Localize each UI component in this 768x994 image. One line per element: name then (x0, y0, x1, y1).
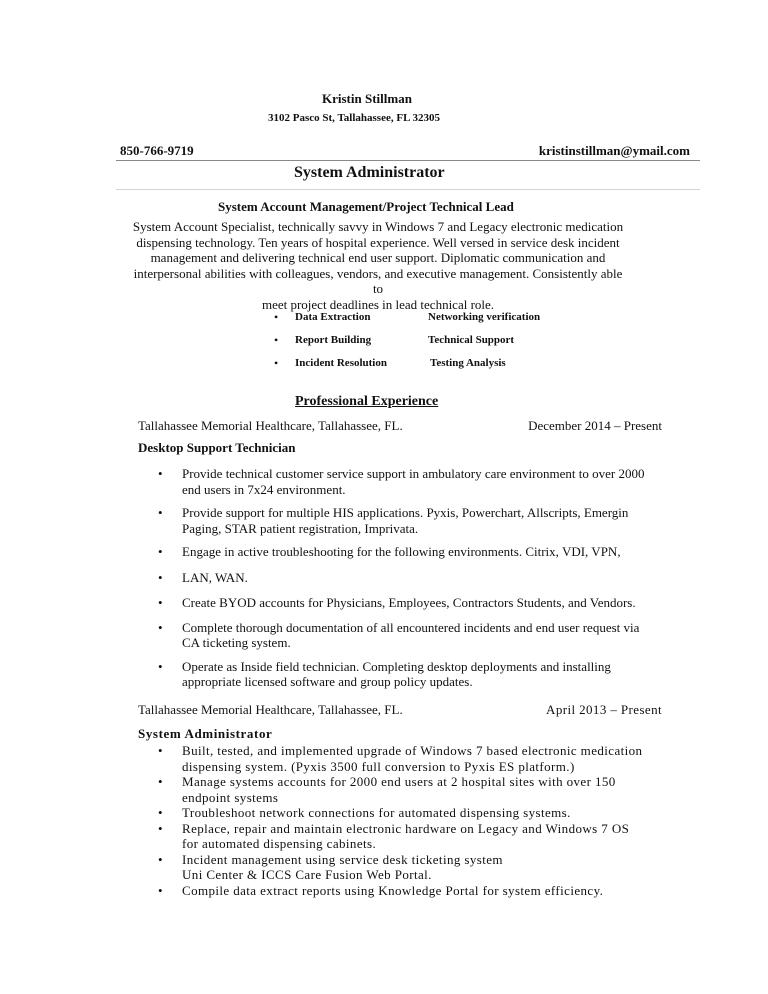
bullet: • (274, 333, 279, 347)
resume-email: kristinstillman@ymail.com (538, 143, 690, 158)
job-role: Desktop Support Technician (138, 440, 296, 455)
job-duties-list (138, 466, 678, 690)
job-employer: Tallahassee Memorial Healthcare, Tallahassee, FL. (138, 418, 403, 433)
duty-item: • Incident management using service desk ticketing system Uni Center & ICCS Care Fusion Web Portal. (158, 851, 503, 882)
duty-item: • Engage in active troubleshooting for the following environments. Citrix, VDI, VPN, (158, 544, 621, 559)
summary-line: management and delivering technical end user support. Diplomatic communication and (150, 250, 606, 265)
job-duties-list (138, 743, 698, 898)
job-dates: April 2013 – Present (546, 702, 662, 717)
title-divider (116, 189, 700, 190)
skill-item: Data Extraction (295, 311, 371, 323)
skill-item: Testing Analysis (430, 357, 506, 369)
duty-item: • Provide support for multiple HIS applications. Pyxis, Powerchart, Allscripts, Emergin Paging, STAR patient registration, Imprivata. (158, 505, 629, 536)
duty-item: • LAN, WAN. (158, 569, 248, 585)
resume-name: Kristin Stillman (322, 91, 412, 106)
summary-line: interpersonal abilities with colleagues, vendors, and executive management. Consistently able to (133, 265, 623, 296)
job-employer: Tallahassee Memorial Healthcare, Tallahassee, FL. (138, 702, 403, 717)
duty-item: • Built, tested, and implemented upgrade of Windows 7 based electronic medication dispensing system. (Pyxis 3500 full conversion to Pyxis ES platform.) (158, 743, 643, 774)
resume-address: 3102 Pasco St, Tallahassee, FL 32305 (268, 112, 441, 124)
skill-item: Networking verification (428, 311, 541, 323)
bullet: • (274, 310, 279, 324)
duty-item: • Replace, repair and maintain electronic hardware on Legacy and Windows 7 OS for automated dispensing cabinets. (158, 820, 630, 851)
duty-item: • Operate as Inside field technician. Completing desktop deployments and installing appropriate licensed software and group policy updates. (158, 658, 611, 689)
job-role: System Administrator (138, 726, 273, 741)
summary-line: System Account Specialist, technically savvy in Windows 7 and Legacy electronic medication (132, 219, 624, 234)
duty-item: • Compile data extract reports using Knowledge Portal for system efficiency. (158, 882, 604, 898)
experience-heading: Professional Experience (295, 394, 439, 409)
summary-line: dispensing technology. Ten years of hospital experience. Well versed in service desk incident (136, 234, 620, 250)
resume-title: System Administrator (294, 164, 445, 181)
duty-item: • Create BYOD accounts for Physicians, Employees, Contractors Students, and Vendors. (158, 595, 636, 610)
summary-paragraph (132, 219, 624, 312)
summary-line: meet project deadlines in lead technical role. (261, 296, 495, 312)
skill-item: Report Building (295, 334, 372, 346)
header-divider (116, 160, 700, 161)
skill-item: Incident Resolution (295, 357, 387, 369)
resume-subtitle: System Account Management/Project Technical Lead (218, 199, 514, 214)
bullet: • (274, 356, 279, 370)
job-dates: December 2014 – Present (528, 418, 662, 433)
duty-item: • Manage systems accounts for 2000 end users at 2 hospital sites with over 150 endpoint systems (158, 774, 616, 805)
duty-item: • Provide technical customer service support in ambulatory care environment to over 2000 end users in 7x24 environment. (158, 466, 645, 497)
duty-item: • Troubleshoot network connections for automated dispensing systems. (158, 805, 571, 820)
resume-phone: 850-766-9719 (120, 143, 194, 158)
skill-item: Technical Support (428, 334, 515, 346)
duty-item: • Complete thorough documentation of all encountered incidents and end user request via CA ticketing system. (158, 619, 640, 650)
